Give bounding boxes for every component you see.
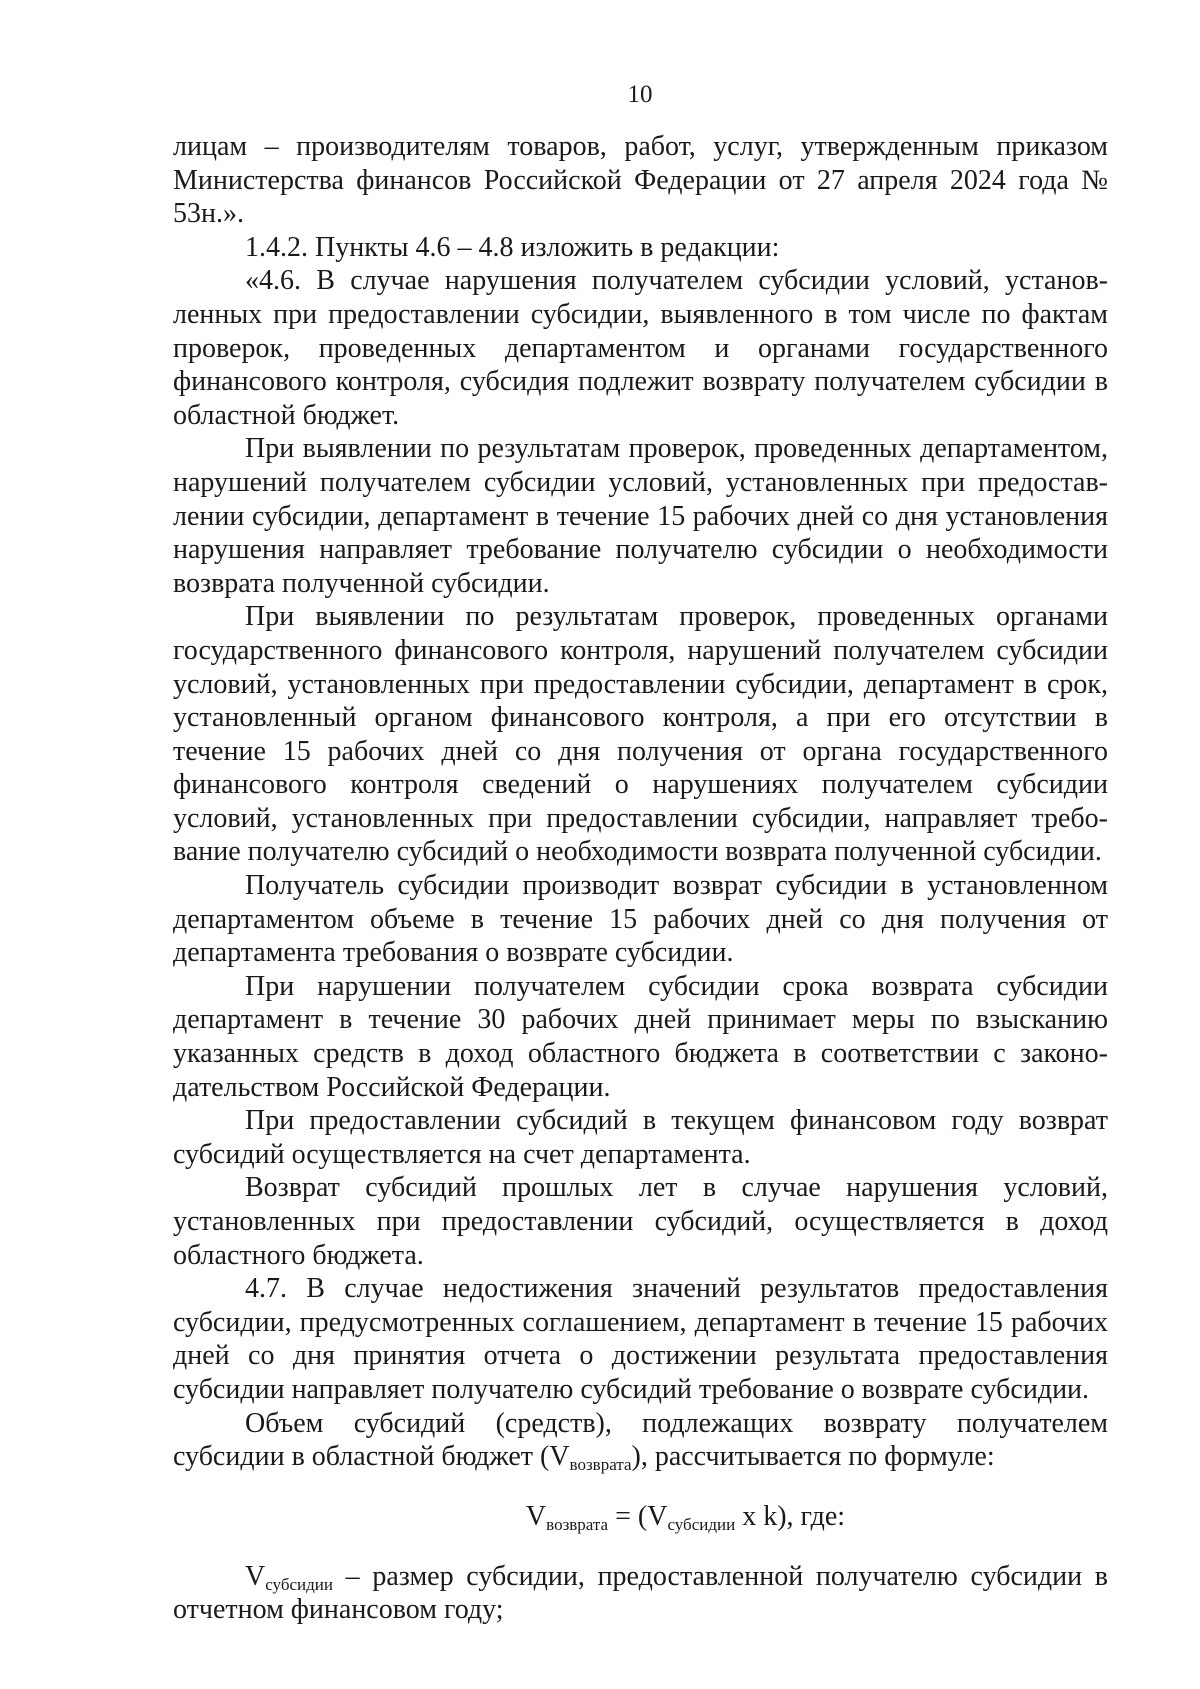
paragraph-state-financial-control: При выявлении по результатам проверок, проведенных органами государственного финансового контроля, нарушений получателем субсидии условий, установленных при предоставлении субсидии, департамент в срок, установленный органом финансового контроля, а при его отсутствии в течение 15 рабочих дней со дня получения от органа государственного финансового контроля сведений о нарушениях получателем субсидии условий, установленных при предоставлении субсидии, направляет требование получателю субсидий о необходимости возврата полученной субсидии. [173,601,1108,868]
refund-volume-text-end: ), рассчитывается по формуле: [631,1441,995,1473]
document-body [173,130,1108,1627]
paragraph-continuation: лицам – производителям товаров, работ, услуг, утвержденным приказом Министерства финансов Российской Федерации от 27 апреля 2024 года № 53н.». [173,131,1108,230]
paragraph-4-6: «4.6. В случае нарушения получателем субсидии условий, установленных при предоставлении субсидии, выявленного в том числе по фактам проверок, проведенных департаментом и органами государственного финансового контроля, субсидия подлежит возврату получателем субсидии в областной бюджет. [173,265,1108,431]
definition-text: – размер субсидии, предоставленной получателю субсидии в отчетном финансовом году; [173,1560,1108,1626]
paragraph-departmental-audit: При выявлении по результатам проверок, проведенных департаментом, нарушений получателем субсидии условий, установленных при предоставлении субсидии, департамент в течение 15 рабочих дней со дня установления нарушения направляет требование получателю субсидии о необходимости возврата полученной субсидии. [173,433,1108,599]
formula-rhs-tail: x k), где: [735,1500,846,1532]
refund-formula [173,1500,1108,1534]
paragraph-1-4-2: 1.4.2. Пункты 4.6 – 4.8 изложить в редакции: [245,231,780,263]
definition-subscript: субсидии [265,1574,333,1594]
paragraph-prior-years-refund: Возврат субсидий прошлых лет в случае нарушения условий, установленных при предоставлении субсидий, осуществляется в доход областного бюджета. [173,1172,1108,1271]
refund-volume-text-start: Объем субсидий (средств), подлежащих возврату получателем субсидии в областной бюджет (V [173,1407,1108,1473]
paragraph-4-7: 4.7. В случае недостижения значений результатов предоставления субсидии, предусмотренных соглашением, департамент в течение 15 рабочих дней со дня принятия отчета о достижении результата предоставления субсидии направляет получателю субсидий требование о возврате субсидии. [173,1273,1108,1405]
formula-equals-open: = (V [608,1500,668,1532]
formula-lhs-symbol: V [525,1500,547,1532]
page-number: 10 [627,81,653,108]
refund-volume-subscript: возврата [569,1455,632,1475]
formula-rhs-subscript: субсидии [667,1514,736,1534]
paragraph-refund-deadline-violation: При нарушении получателем субсидии срока возврата субсидии департамент в течение 30 рабочих дней принимает меры по взысканию указанных средств в доход областного бюджета в соответствии с законодательством Российской Федерации. [173,970,1108,1103]
definition-symbol: V [245,1560,266,1592]
paragraph-refund-volume [173,1407,1108,1474]
definition-subsidy-volume [173,1560,1108,1627]
paragraph-current-year-refund: При предоставлении субсидий в текущем финансовом году возврат субсидий осуществляется на счет департамента. [173,1105,1108,1170]
formula-lhs-subscript: возврата [546,1514,609,1534]
paragraph-recipient-refund: Получатель субсидии производит возврат субсидии в установленном департаментом объеме в течение 15 рабочих дней со дня получения от департамента требования о возврате субсидии. [173,870,1108,969]
